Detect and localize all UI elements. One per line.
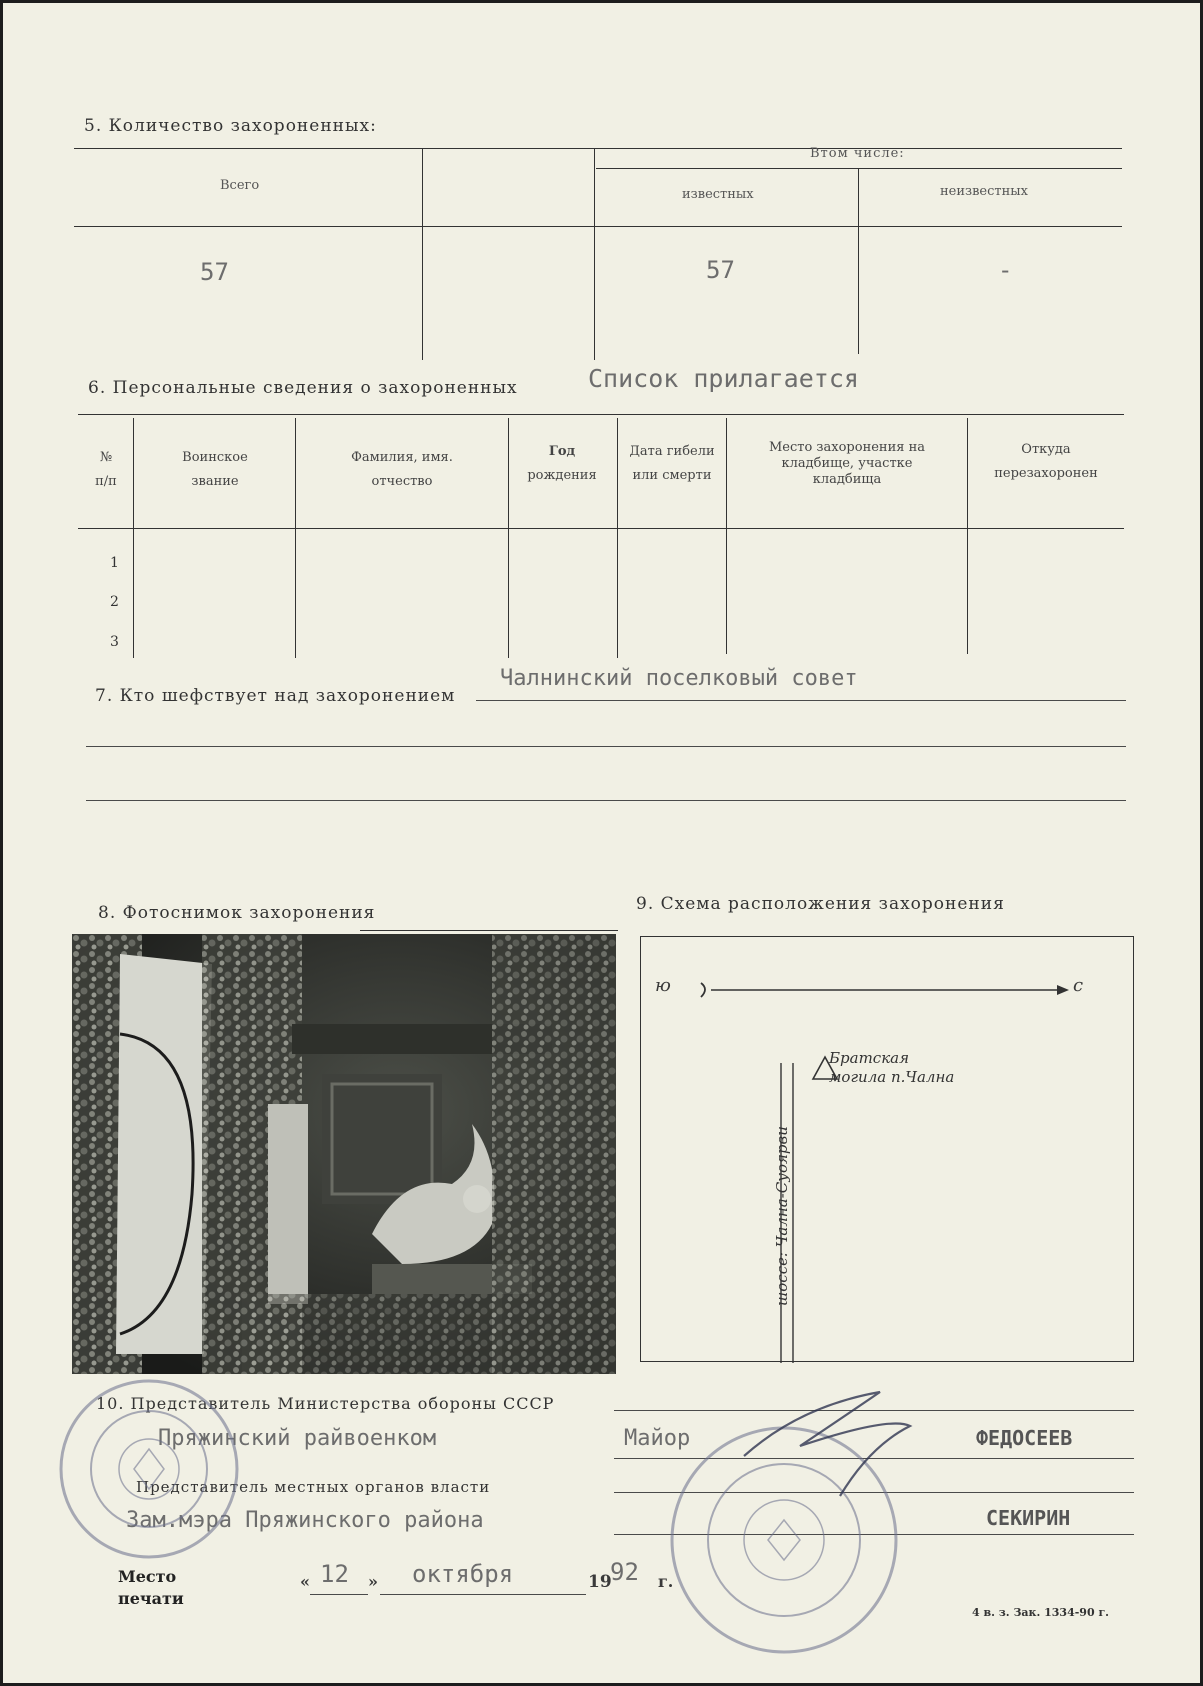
known-buried-value: 57 — [706, 256, 735, 284]
table-row-number: 2 — [110, 594, 119, 610]
patron-line — [86, 746, 1126, 747]
table5-header-known: известных — [682, 187, 754, 202]
officer-name: ФЕДОСЕЕВ — [976, 1426, 1073, 1450]
col-header-rank: Воинское звание — [182, 450, 248, 489]
col-header-name: Фамилия, имя. отчество — [351, 450, 453, 489]
left-official-stamp — [54, 1374, 244, 1564]
personal-info-note: Список прилагается — [588, 364, 859, 393]
table6-col-divider — [295, 418, 296, 658]
mass-grave-label: Братская могила п.Чална — [829, 1049, 955, 1086]
table-row-number: 3 — [110, 634, 119, 650]
officer-rank: Майор — [624, 1426, 691, 1451]
unknown-buried-value: - — [998, 256, 1013, 284]
photo-title-rule — [360, 930, 618, 931]
section-6-title: 6. Персональные сведения о захороненных — [88, 378, 518, 398]
table6-col-divider — [726, 418, 727, 654]
date-quote-open: « — [300, 1572, 310, 1591]
col-header-birth-year: Год рождения — [527, 444, 597, 483]
date-day: 12 — [320, 1560, 349, 1588]
col-header-burial-place: Место захоронения на кладбище, участке кладбища — [768, 440, 926, 487]
table5-top-rule — [74, 148, 1122, 149]
table5-subheader-rule — [596, 168, 1122, 169]
local-official-name: СЕКИРИН — [986, 1506, 1071, 1530]
date-year-prefix: 19 — [588, 1572, 612, 1592]
burial-photo-image — [72, 934, 616, 1374]
date-day-line — [310, 1594, 368, 1595]
patron-line — [86, 800, 1126, 801]
col-header-reburied-from: Откуда перезахоронен — [994, 442, 1098, 481]
section-10-title: 10. Представитель Министерства обороны СССР — [96, 1394, 555, 1413]
local-authority-title: Представитель местных органов власти — [136, 1478, 491, 1496]
burial-photo — [72, 934, 616, 1374]
stamp-place-label: Место печати — [118, 1567, 184, 1608]
patron-organization: Чалнинский поселковый совет — [500, 666, 858, 691]
table5-col-divider — [422, 148, 423, 360]
col-header-death-date: Дата гибели или смерти — [629, 444, 715, 483]
date-month: октября — [412, 1560, 514, 1588]
table5-col-divider — [594, 148, 595, 360]
south-label: ю — [655, 975, 671, 996]
road-label: шоссе: Чална-Суоярви — [773, 1126, 791, 1306]
section-8-title: 8. Фотоснимок захоронения — [98, 903, 376, 923]
table-row-number: 1 — [110, 555, 119, 571]
local-official-position: Зам.мэра Пряжинского района — [126, 1508, 484, 1533]
burial-location-scheme — [640, 936, 1134, 1362]
north-label: с — [1073, 975, 1084, 996]
date-year-suffix: 92 — [610, 1558, 639, 1586]
total-buried-value: 57 — [200, 258, 229, 286]
table5-header-rule — [74, 226, 1122, 227]
table5-col-divider — [858, 168, 859, 354]
table5-header-including: Втом числе: — [810, 146, 905, 161]
print-info: 4 в. з. Зак. 1334-90 г. — [972, 1606, 1110, 1619]
section-5-title: 5. Количество захороненных: — [84, 116, 377, 136]
table6-col-divider — [617, 418, 618, 658]
patron-line — [476, 700, 1126, 701]
officer-signature — [740, 1386, 940, 1506]
date-year-abbr: г. — [658, 1572, 674, 1591]
section-7-title: 7. Кто шефствует над захоронением — [95, 686, 456, 706]
table6-top-rule — [78, 414, 1124, 415]
scheme-drawing — [641, 937, 1135, 1363]
col-header-number: № п/п — [95, 450, 117, 489]
section-9-title: 9. Схема расположения захоронения — [636, 894, 1005, 914]
date-quote-close: » — [368, 1572, 378, 1591]
date-month-line — [380, 1594, 586, 1595]
table6-col-divider — [967, 418, 968, 654]
table6-col-divider — [133, 418, 134, 658]
military-commissariat: Пряжинский райвоенком — [158, 1426, 437, 1451]
table5-header-unknown: неизвестных — [940, 184, 1028, 199]
table6-col-divider — [508, 418, 509, 658]
table5-header-total: Всего — [220, 178, 260, 193]
